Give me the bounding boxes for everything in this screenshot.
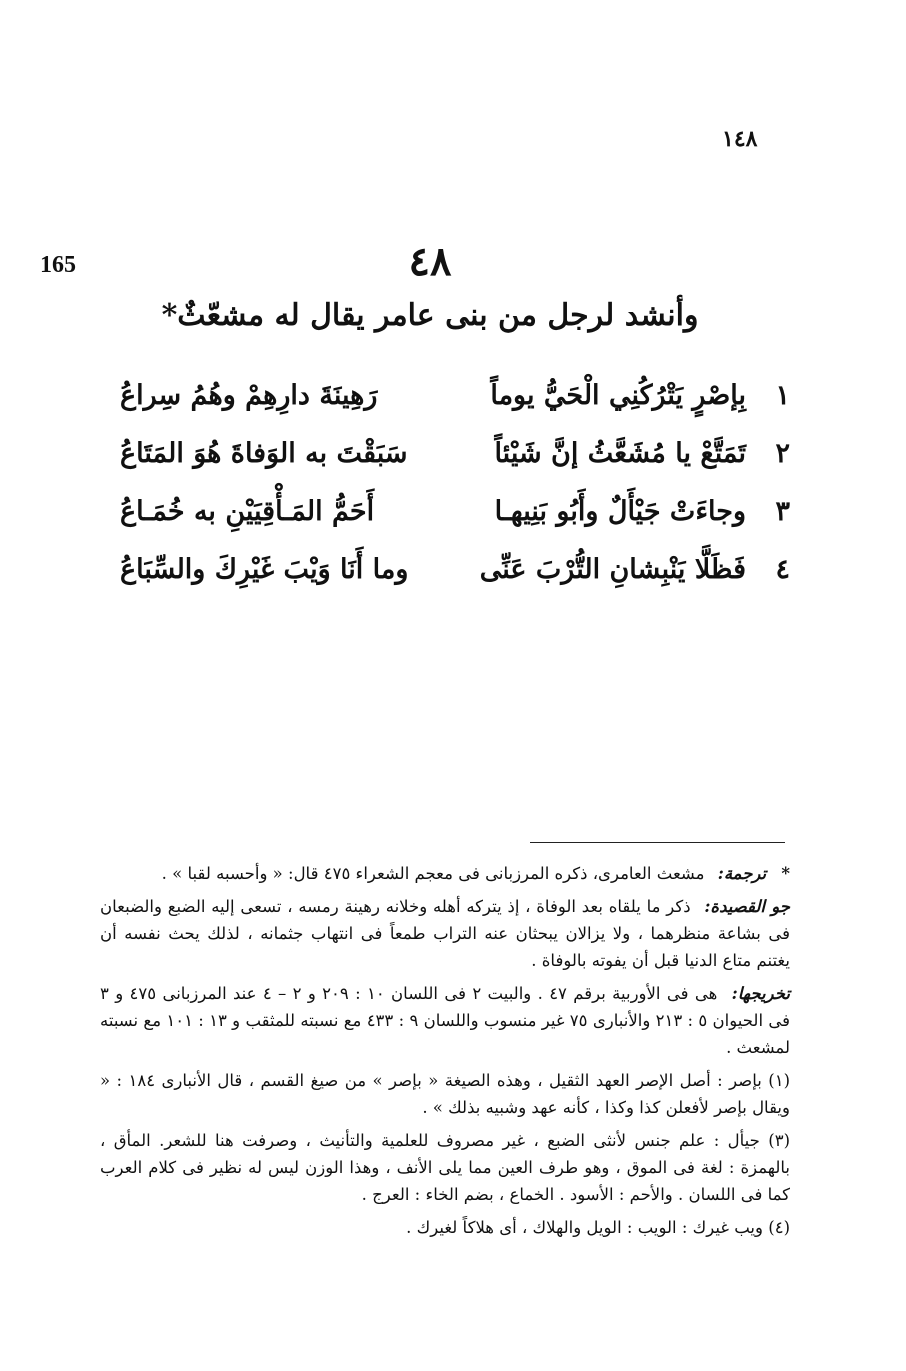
page-number-arabic: ١٤٨ — [722, 126, 758, 152]
poem-title: وأنشد لرجل من بنى عامر يقال له مشعّثٌ* — [161, 298, 699, 333]
verses — [120, 380, 790, 612]
verse-first-hemistich: فَظَلَّا يَنْبِشانِ التُّرْبَ عَنِّى — [479, 554, 746, 585]
verse-second-hemistich: رَهِينَةَ دارِهِمْ وهُمُ سِراعُ — [120, 380, 378, 411]
verse-second-hemistich: سَبَقْتَ به الوَفاةَ هُوَ المَتَاعُ — [120, 438, 408, 469]
note-number: (٤) — [768, 1218, 790, 1237]
verse-number: ٣ — [775, 496, 790, 527]
verse-first-hemistich: تَمَتَّعْ يا مُشَعَّثُ إنَّ شَيْئاً — [494, 438, 746, 469]
note-text: هى فى الأوربية برقم ٤٧ . والبيت ٢ فى اللسان ١٠ : ٢٠٩ و ٢ – ٤ عند المرزبانى ٤٧٥ و ٣ فى الحيوان ٥ : ٢١٣ والأنبارى ٧٥ غير منسوب واللسان ٩ : ٤٣٣ مع نسبته للمثقب و ١٣ : ١٠١ مع نسبته لمشعث . — [100, 984, 790, 1057]
note-label: جو القصيدة: — [704, 897, 790, 916]
verse-note — [100, 1067, 790, 1121]
verse-number: ٤ — [775, 554, 790, 585]
note-text: بإصر : أصل الإصر العهد الثقيل ، وهذه الصيغة « بإصر » من صيغ القسم ، قال الأنبارى ١٨٤ : « ويقال بإصر لأفعلن كذا وكذا ، كأنه عهد وشبيه بذلك » . — [100, 1071, 790, 1117]
note-label: ترجمة: — [717, 864, 767, 883]
verse-note — [100, 1214, 790, 1241]
footnote-bullet: * — [781, 864, 790, 883]
verse-number: ١ — [775, 380, 790, 411]
note-text: ذكر ما يلقاه بعد الوفاة ، إذ يتركه أهله وخلانه رهينة رمسه ، تسعى إليه الضبع والضبعان فى بشاعة منظرهما ، ولا يزالان يبحثان عنه التراب طمعاً فى انتهاب جثمانه ، لذلك يحث نفسه أن يغتنم متاع الدنيا قبل أن يفوته بالوفاة . — [100, 897, 790, 970]
verse — [120, 554, 790, 612]
footnote-divider — [530, 842, 785, 843]
note-label: تخريجها: — [731, 984, 790, 1003]
content-note — [100, 893, 790, 974]
verse-number: ٢ — [775, 438, 790, 469]
verse — [120, 380, 790, 438]
verse-note — [100, 1127, 790, 1208]
footnotes — [100, 860, 790, 1247]
verse — [120, 496, 790, 554]
note-text: ويب غيرك : الويب : الويل والهلاك ، أى هلاكاً لغيرك . — [406, 1218, 763, 1237]
poem-number: ٤٨ — [408, 238, 452, 285]
note-text: جيأل : علم جنس لأنثى الضبع ، غير مصروف للعلمية والتأنيث ، وصرفت هنا للشعر. المأق ، بالهمزة : لغة فى الموق ، وهو طرف العين مما يلى الأنف ، وهذا الوزن ليس له نظير فى كلام العرب كما فى اللسان . والأحم : الأسود . الخماع ، بضم الخاء : العرج . — [100, 1131, 790, 1204]
note-text: مشعث العامرى، ذكره المرزبانى فى معجم الشعراء ٤٧٥ قال: « وأحسبه لقبا » . — [161, 864, 705, 883]
note-number: (٣) — [768, 1131, 790, 1150]
verse — [120, 438, 790, 496]
verse-first-hemistich: وجاءَتْ جَيْأَلٌ وأَبُو بَنِيهـا — [494, 496, 746, 527]
verse-first-hemistich: بِإصْرٍ يَتْرُكُنِي الْحَيُّ يوماً — [490, 380, 746, 411]
note-number: (١) — [768, 1071, 790, 1090]
verse-second-hemistich: أَحَمُّ المَـأْقِيَيْنِ به خُمَـاعُ — [120, 496, 375, 527]
page-number-latin: 165 — [40, 252, 76, 278]
translation-note — [100, 860, 790, 887]
sources-note — [100, 980, 790, 1061]
verse-second-hemistich: وما أَنَا وَيْبَ غَيْرِكَ والسِّبَاعُ — [120, 554, 409, 585]
